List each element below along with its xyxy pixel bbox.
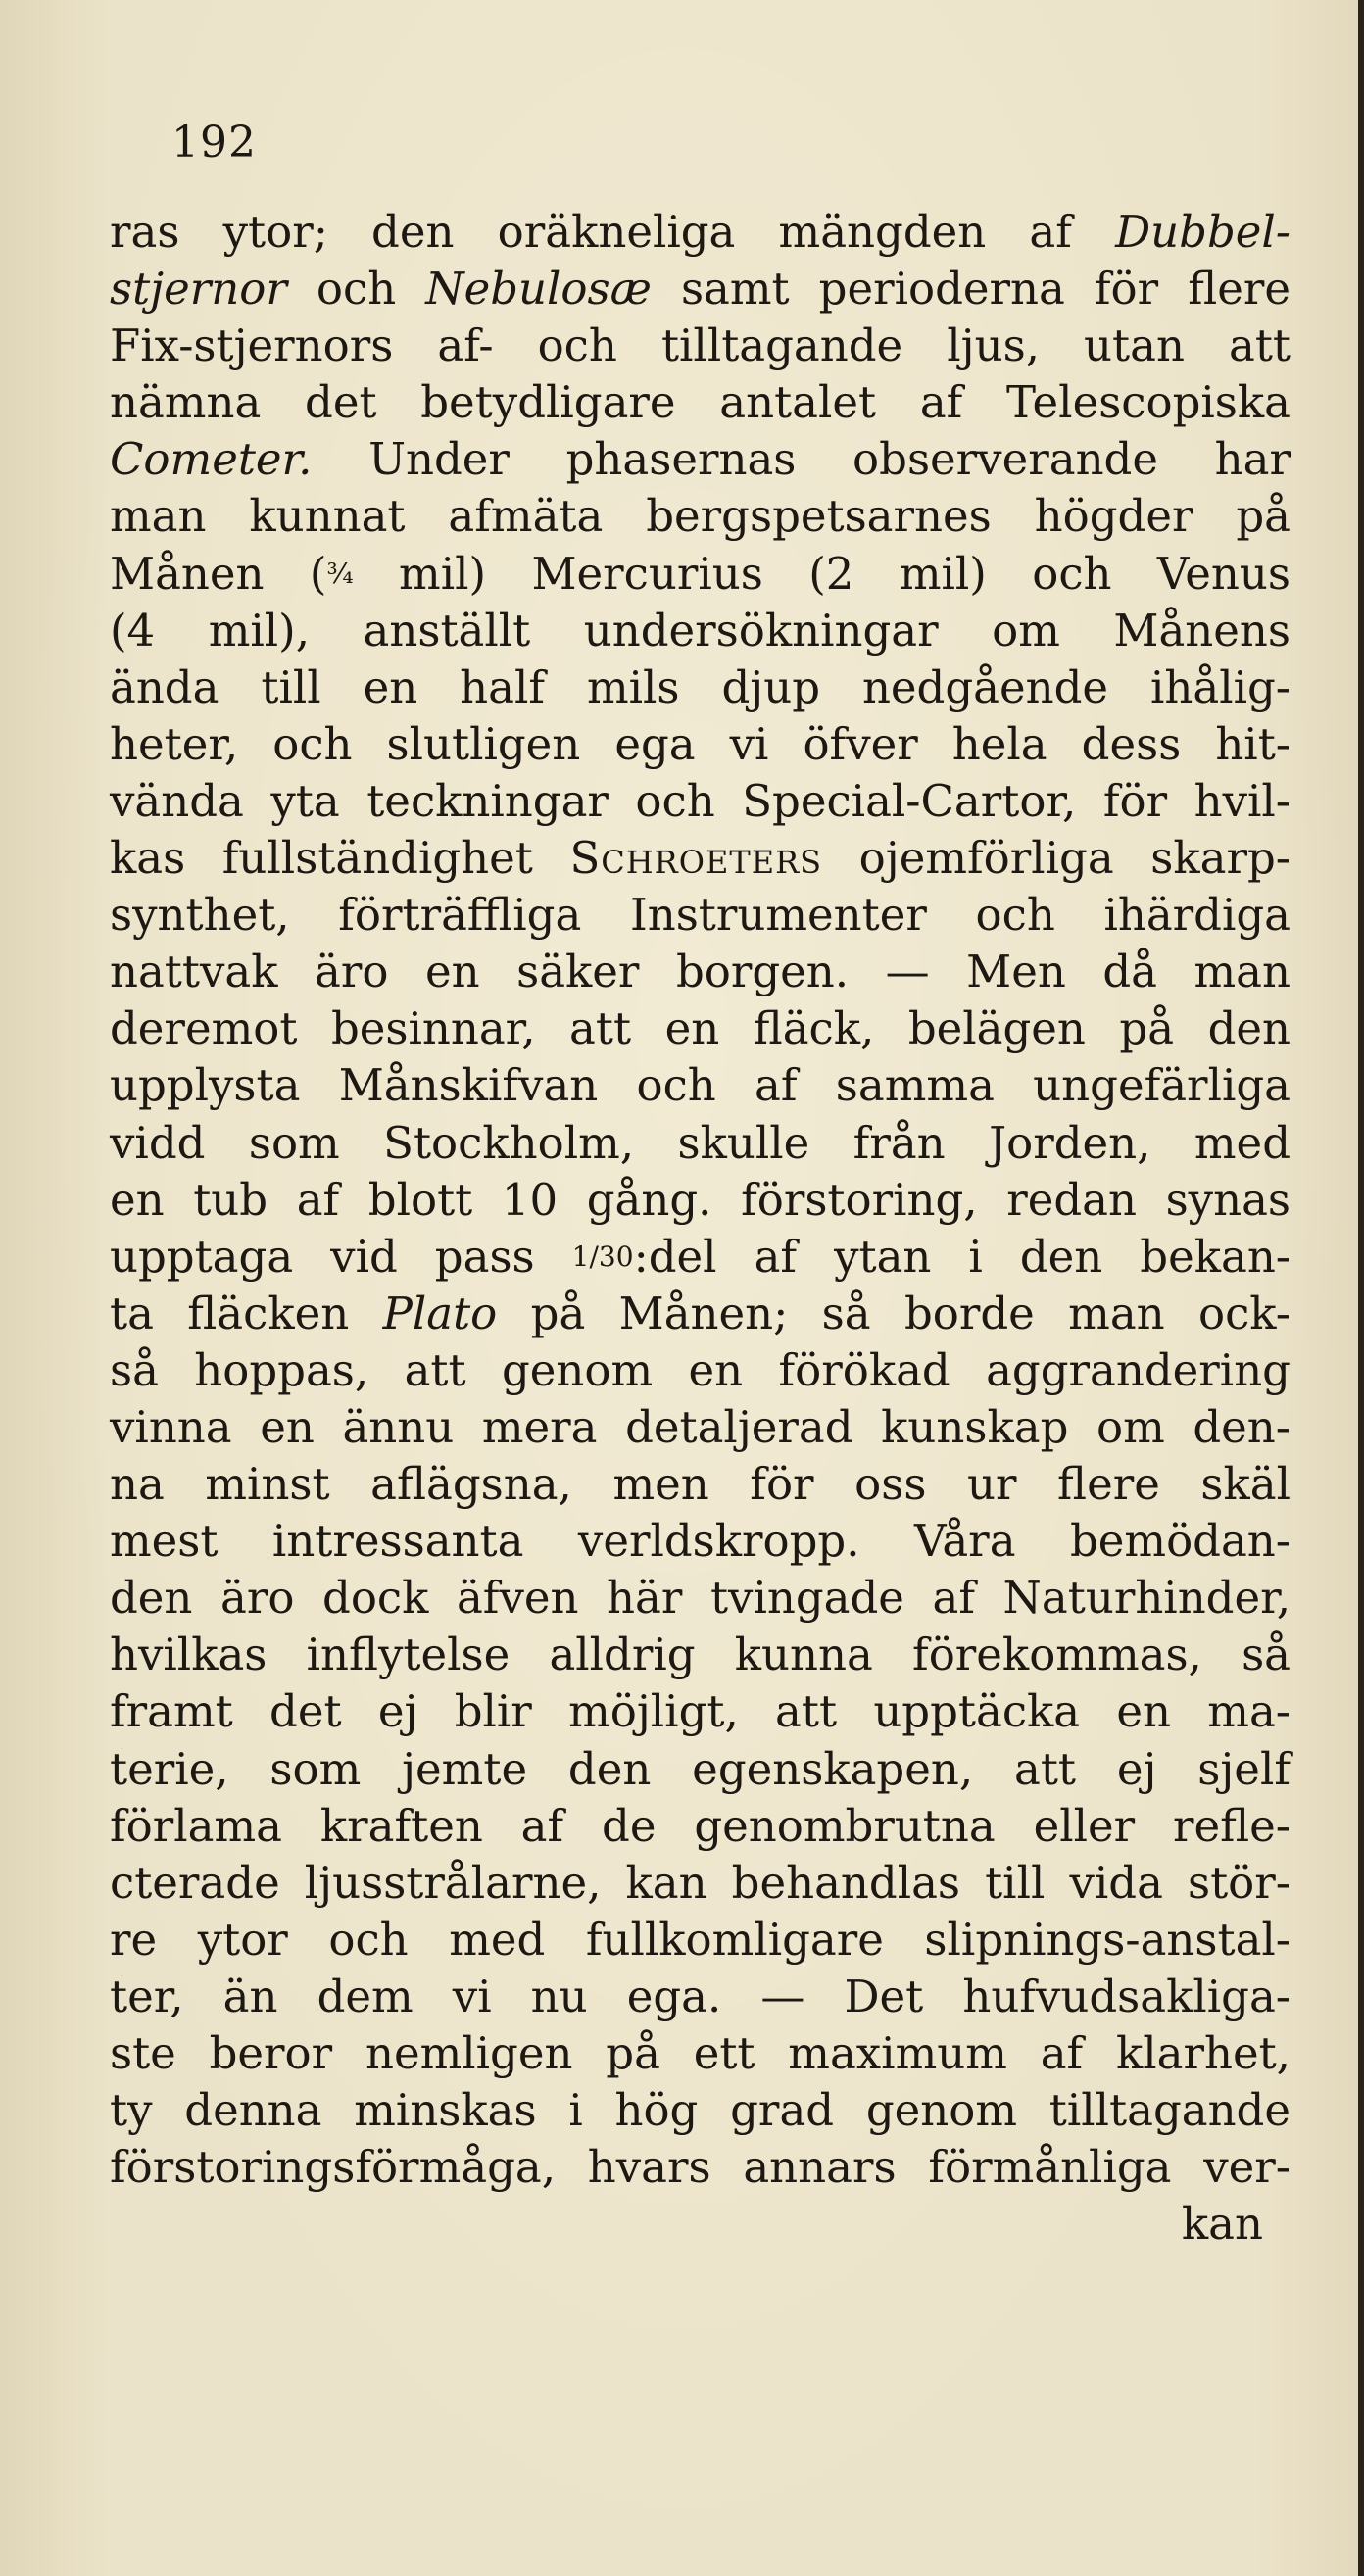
- text-line: [110, 2025, 1291, 2082]
- text-segment: (4 mil), anställt undersökningar om Månens: [110, 604, 1291, 656]
- text-line: [110, 261, 1291, 317]
- text-segment: hvilkas inflytelse alldrig kunna förekommas, så: [110, 1628, 1291, 1681]
- text-segment: heter, och slutligen ega vi öfver hela dess hit-: [110, 717, 1291, 770]
- text-segment: ras ytor; den oräkneliga mängden af: [110, 206, 1116, 258]
- text-line: [110, 2139, 1291, 2196]
- text-segment: kas fullständighet: [110, 832, 570, 885]
- fraction: 1/30: [571, 1239, 634, 1273]
- text-line: [110, 431, 1291, 488]
- text-segment: vinna en ännu mera detaljerad kunskap om den-: [110, 1400, 1291, 1453]
- text-segment: ta fläcken: [110, 1287, 383, 1339]
- text-line: [110, 204, 1291, 261]
- text-segment: :del af ytan i den bekan-: [633, 1230, 1291, 1283]
- text-line: [110, 1627, 1291, 1683]
- text-segment: man kunnat afmäta bergspetsarnes högder på: [110, 490, 1291, 543]
- italic-text: Nebulosæ: [425, 263, 652, 316]
- text-line: [110, 1683, 1291, 1740]
- italic-text: Dubbel-: [1115, 206, 1291, 258]
- text-segment: na minst aflägsna, men för oss ur flere skäl: [110, 1458, 1291, 1511]
- text-line: [110, 1798, 1291, 1855]
- text-line: [110, 317, 1291, 374]
- text-line: [110, 1456, 1291, 1513]
- text-segment: den äro dock äfven här tvingade af Naturhinder,: [110, 1572, 1291, 1625]
- text-segment: ste beror nemligen på ett maximum af klarhet,: [110, 2027, 1291, 2079]
- text-segment: vidd som Stockholm, skulle från Jorden, med: [110, 1116, 1291, 1169]
- text-segment: ter, än dem vi nu ega. — Det hufvudsakliga-: [110, 1969, 1291, 2022]
- text-line: [110, 887, 1291, 944]
- text-line: [110, 1513, 1291, 1570]
- text-line: [110, 1855, 1291, 1912]
- text-segment: samt perioderna för flere: [651, 263, 1291, 316]
- text-segment: ojemförliga skarp-: [822, 832, 1291, 885]
- text-segment: vända yta teckningar och Special-Cartor, för hvil-: [110, 774, 1291, 827]
- text-line: [110, 1229, 1291, 1286]
- text-segment: mest intressanta verldskropp. Våra bemödan-: [110, 1515, 1291, 1568]
- text-line: [110, 2082, 1291, 2139]
- text-line: [110, 488, 1291, 545]
- text-line: [110, 1399, 1291, 1456]
- text-segment: Under phasernas observerande har: [312, 433, 1291, 486]
- text-line: [110, 944, 1291, 1000]
- text-line: [110, 1057, 1291, 1114]
- text-segment: upptaga vid pass: [110, 1230, 572, 1283]
- text-line: [110, 1342, 1291, 1399]
- text-segment: upplysta Månskifvan och af samma ungefärliga: [110, 1059, 1291, 1112]
- italic-text: stjernor: [110, 263, 287, 316]
- text-segment: synthet, förträffliga Instrumenter och ihärdiga: [110, 889, 1291, 942]
- text-segment: deremot besinnar, att en fläck, belägen på den: [110, 1002, 1291, 1055]
- text-line: [110, 1286, 1291, 1342]
- fraction: ¾: [326, 557, 354, 590]
- page-number: 192: [171, 118, 257, 168]
- text-segment: framt det ej blir möjligt, att upptäcka en ma-: [110, 1685, 1291, 1738]
- text-line: [110, 603, 1291, 659]
- text-line: [110, 1968, 1291, 2025]
- text-segment: och: [286, 263, 426, 316]
- text-line: [110, 1741, 1291, 1798]
- text-line: [110, 659, 1291, 716]
- body-text: [110, 204, 1291, 2253]
- text-line: [110, 1115, 1291, 1172]
- catchword: kan: [1181, 2198, 1263, 2251]
- text-line: [110, 1172, 1291, 1229]
- text-segment: förstoringsförmåga, hvars annars förmånliga ver-: [110, 2141, 1291, 2194]
- text-line: [110, 716, 1291, 773]
- text-segment: på Månen; så borde man ock-: [497, 1287, 1291, 1339]
- text-segment: mil) Mercurius (2 mil) och Venus: [353, 547, 1291, 600]
- page-edge-shadow: [1358, 0, 1364, 2576]
- text-segment: ända till en half mils djup nedgående ihålig-: [110, 660, 1291, 713]
- text-segment: cterade ljusstrålarne, kan behandlas till vida stör-: [110, 1856, 1291, 1909]
- text-line: [110, 546, 1291, 603]
- text-line: [110, 1000, 1291, 1057]
- text-segment: så hoppas, att genom en förökad aggrandering: [110, 1343, 1291, 1396]
- text-line: [110, 1912, 1291, 1968]
- text-line: [110, 830, 1291, 887]
- text-line: [110, 1570, 1291, 1627]
- text-segment: Fix-stjernors af- och tilltagande ljus, utan att: [110, 319, 1291, 372]
- text-segment: nämna det betydligare antalet af Telescopiska: [110, 376, 1291, 429]
- text-segment: Månen (: [110, 547, 327, 600]
- italic-text: Cometer.: [110, 433, 313, 486]
- text-line: [110, 374, 1291, 431]
- text-segment: nattvak äro en säker borgen. — Men då man: [110, 946, 1291, 998]
- text-segment: ty denna minskas i hög grad genom tilltagande: [110, 2084, 1291, 2137]
- text-segment: förlama kraften af de genombrutna eller refle-: [110, 1799, 1291, 1852]
- text-segment: en tub af blott 10 gång. förstoring, redan synas: [110, 1173, 1291, 1226]
- italic-text: Plato: [382, 1287, 498, 1339]
- text-line: [110, 773, 1291, 830]
- small-caps-name: Schroeters: [569, 832, 823, 885]
- text-segment: re ytor och med fullkomligare slipnings-anstal-: [110, 1913, 1291, 1966]
- text-segment: terie, som jemte den egenskapen, att ej sjelf: [110, 1742, 1291, 1795]
